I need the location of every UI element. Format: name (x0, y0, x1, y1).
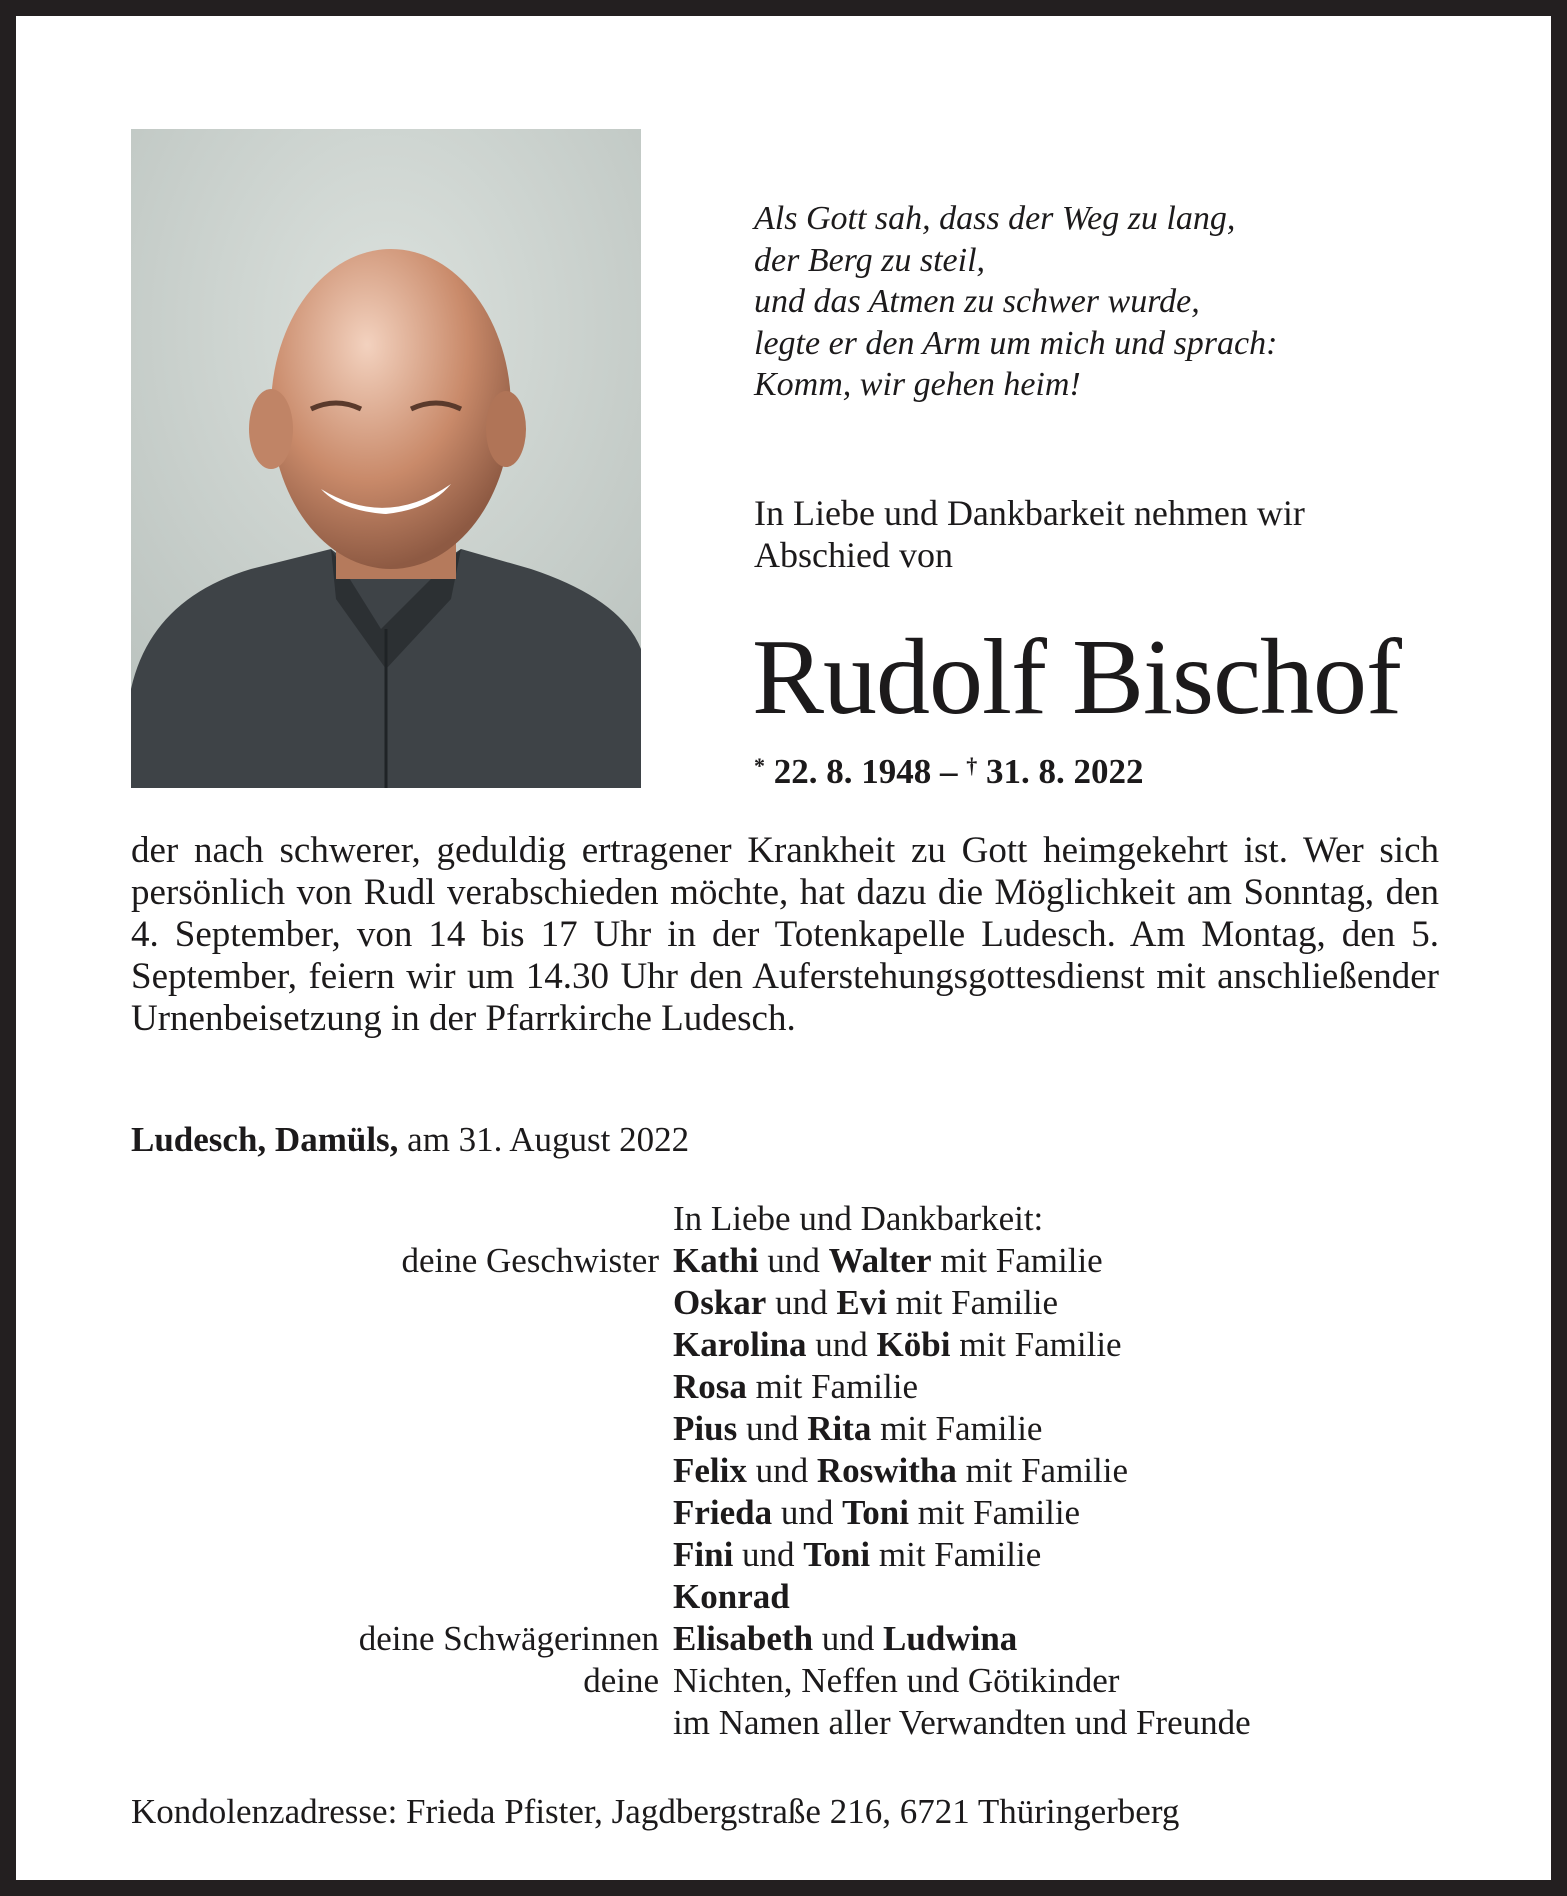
mourner-text: und (766, 1283, 837, 1322)
relation-label (0, 1282, 673, 1324)
mourner-row (0, 1618, 1500, 1660)
mourner-names (673, 1282, 1058, 1324)
mourner-name: Ludwina (883, 1619, 1018, 1658)
birth-symbol: * (754, 753, 765, 778)
mourner-names (673, 1492, 1080, 1534)
mourner-row (0, 1282, 1500, 1324)
mourner-row (0, 1366, 1500, 1408)
mourner-text: mit Familie (931, 1241, 1103, 1280)
mourner-row (0, 1324, 1500, 1366)
mourner-row (0, 1450, 1500, 1492)
announcement-text: der nach schwerer, geduldig ertragener Krankheit zu Gott heimgekehrt ist. Wer sich persönlich von Rudl verabschieden möchte, hat dazu die Möglichkeit am Sonntag, den 4. September, von 14 bis 17 Uhr in der Totenkapelle Ludesch. Am Montag, den 5. September, feiern wir um 14.30 Uhr den Auferstehungsgottesdienst mit anschließender Urnenbeisetzung in der Pfarrkirche Ludesch. (131, 830, 1439, 1039)
deceased-name: Rudolf Bischof (752, 618, 1401, 737)
mourner-names (673, 1324, 1122, 1366)
mourner-text: und (746, 1451, 817, 1490)
mourner-name: Toni (803, 1535, 871, 1574)
mourner-name: Toni (842, 1493, 909, 1532)
relation-label (0, 1534, 673, 1576)
poem-line: Komm, wir gehen heim! (754, 366, 1081, 403)
mourner-name: Elisabeth (673, 1619, 814, 1658)
mourners-list (0, 1198, 1500, 1744)
mourner-name: Fini (673, 1535, 734, 1574)
poem-line: legte er den Arm um mich und sprach: (754, 324, 1278, 362)
mourner-text: und (758, 1241, 829, 1280)
mourner-names (673, 1408, 1042, 1450)
relation-label (0, 1324, 673, 1366)
mourner-name: Pius (673, 1409, 738, 1448)
poem-line: der Berg zu steil, (754, 241, 986, 279)
relation-label (0, 1576, 673, 1618)
mourner-names (673, 1702, 1251, 1744)
mourner-name: Felix (673, 1451, 747, 1490)
mourner-names (673, 1534, 1041, 1576)
relation-label (0, 1366, 673, 1408)
mourner-name: Karolina (673, 1325, 807, 1364)
relation-label (0, 1492, 673, 1534)
death-date: 31. 8. 2022 (986, 752, 1144, 791)
mourner-name: Walter (828, 1241, 932, 1280)
mourner-text: und (813, 1619, 884, 1658)
relation-label (0, 1450, 673, 1492)
relation-label: deine (583, 1661, 659, 1700)
mourner-text: mit Familie (886, 1283, 1059, 1322)
mourner-text: mit Familie (871, 1409, 1043, 1448)
mourner-text: mit Familie (956, 1451, 1129, 1490)
mourner-name: Konrad (673, 1577, 790, 1616)
mourner-name: Rosa (673, 1367, 747, 1406)
relation-label (0, 1702, 673, 1744)
place-names: Ludesch, Damüls, (131, 1120, 399, 1159)
mourner-row (0, 1492, 1500, 1534)
mourner-row (0, 1660, 1500, 1702)
mourner-text: mit Familie (950, 1325, 1122, 1364)
mourner-row (0, 1702, 1500, 1744)
mourner-names (673, 1240, 1103, 1282)
intro-text: In Liebe und Dankbarkeit nehmen wir Abschied von (754, 493, 1305, 575)
mourner-text: und (737, 1409, 808, 1448)
relation-label (0, 1198, 673, 1240)
mourner-text: und (772, 1493, 843, 1532)
mourner-name: Roswitha (816, 1451, 957, 1490)
mourner-text: In Liebe und Dankbarkeit: (673, 1199, 1044, 1238)
poem-line: und das Atmen zu schwer wurde, (754, 283, 1200, 320)
mourner-text: mit Familie (870, 1535, 1042, 1574)
mourner-text: Nichten, Neffen und Götikinder (673, 1661, 1120, 1700)
mourner-row (0, 1240, 1500, 1282)
mourner-text: mit Familie (746, 1367, 919, 1406)
mourner-name: Oskar (673, 1283, 767, 1322)
mourner-names (673, 1366, 918, 1408)
relation-label: deine Schwägerinnen (358, 1619, 659, 1658)
mourner-names (673, 1576, 790, 1618)
mourner-row (0, 1198, 1500, 1240)
mourner-name: Rita (807, 1409, 872, 1448)
mourner-text: und (733, 1535, 804, 1574)
relation-label (0, 1408, 673, 1450)
mourner-name: Kathi (673, 1241, 759, 1280)
portrait-photo (131, 129, 641, 788)
mourner-text: und (806, 1325, 877, 1364)
poem (754, 198, 1277, 406)
mourner-text: im Namen aller Verwandten und Freunde (673, 1703, 1251, 1742)
mourner-names (673, 1198, 1043, 1240)
relation-label: deine Geschwister (401, 1241, 659, 1280)
mourner-row (0, 1408, 1500, 1450)
mourner-names (673, 1618, 1017, 1660)
mourner-name: Frieda (673, 1493, 773, 1532)
mourner-text: mit Familie (908, 1493, 1081, 1532)
death-symbol: † (966, 753, 978, 778)
mourner-row (0, 1576, 1500, 1618)
place-date (131, 1120, 689, 1160)
mourner-row (0, 1534, 1500, 1576)
poem-line: Als Gott sah, dass der Weg zu lang, (754, 200, 1236, 237)
mourner-names (673, 1660, 1119, 1702)
announcement-date: am 31. August 2022 (398, 1120, 690, 1159)
mourner-name: Köbi (876, 1325, 951, 1364)
date-dash: – (931, 752, 967, 791)
condolence-address: Kondolenzadresse: Frieda Pfister, Jagdbergstraße 216, 6721 Thüringerberg (131, 1792, 1180, 1831)
birth-date: 22. 8. 1948 (773, 752, 932, 791)
life-dates (754, 752, 1144, 792)
mourner-names (673, 1450, 1128, 1492)
mourner-name: Evi (836, 1283, 887, 1322)
